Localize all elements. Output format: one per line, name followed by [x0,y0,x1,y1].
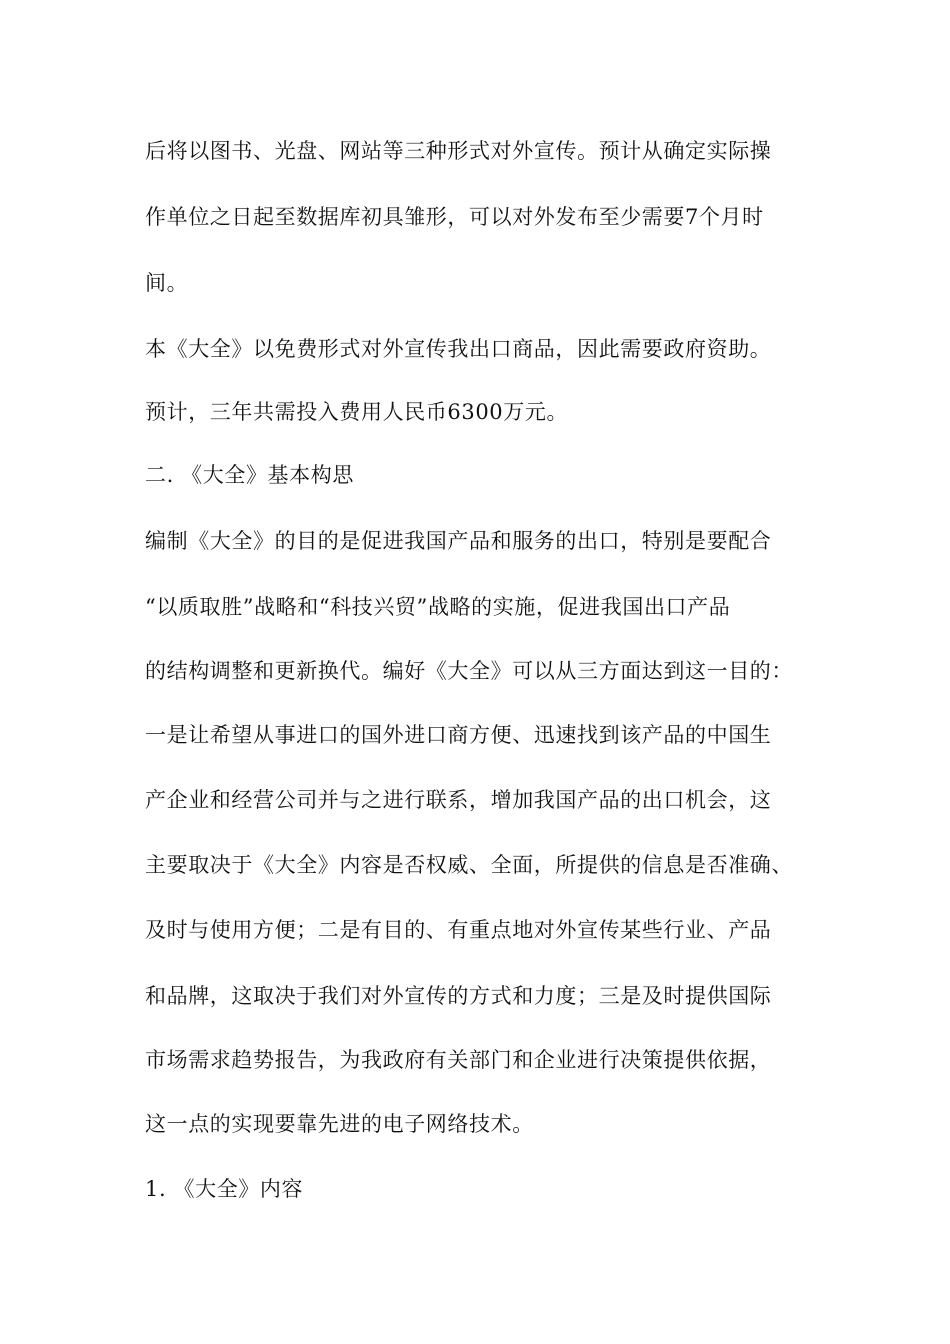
paragraph-line: 产企业和经营公司并与之进行联系，增加我国产品的出口机会，这 [145,788,772,812]
subsection-heading: 1. 《大全》内容 [145,1177,304,1201]
paragraph-line: 后将以图书、光盘、网站等三种形式对外宣传。预计从确定实际操 [145,139,772,163]
paragraph-line: 的结构调整和更新换代。编好《大全》可以从三方面达到这一目的： [145,659,793,683]
paragraph-line: 间。 [145,271,189,295]
paragraph-line: 主要取决于《大全》内容是否权威、全面，所提供的信息是否准确、 [145,853,793,877]
paragraph-line: 市场需求趋势报告，为我政府有关部门和企业进行决策提供依据， [145,1048,772,1072]
section-heading: 二. 《大全》基本构思 [145,463,354,487]
paragraph-line: 一是让希望从事进口的国外进口商方便、迅速找到该产品的中国生 [145,723,772,747]
paragraph-line: 这一点的实现要靠先进的电子网络技术。 [145,1112,534,1136]
paragraph-line: “以质取胜”战略和“科技兴贸”战略的实施，促进我国出口产品 [145,595,731,619]
paragraph-line: 及时与使用方便；二是有目的、有重点地对外宣传某些行业、产品 [145,918,772,942]
paragraph-line: 编制《大全》的目的是促进我国产品和服务的出口，特别是要配合 [145,529,772,553]
paragraph-line: 预计，三年共需投入费用人民币6300万元。 [145,400,569,424]
paragraph-line: 作单位之日起至数据库初具雏形，可以对外发布至少需要7个月时 [145,205,764,229]
paragraph-line: 本《大全》以免费形式对外宣传我出口商品，因此需要政府资助。 [145,337,772,361]
paragraph-line: 和品牌，这取决于我们对外宣传的方式和力度；三是及时提供国际 [145,984,772,1008]
